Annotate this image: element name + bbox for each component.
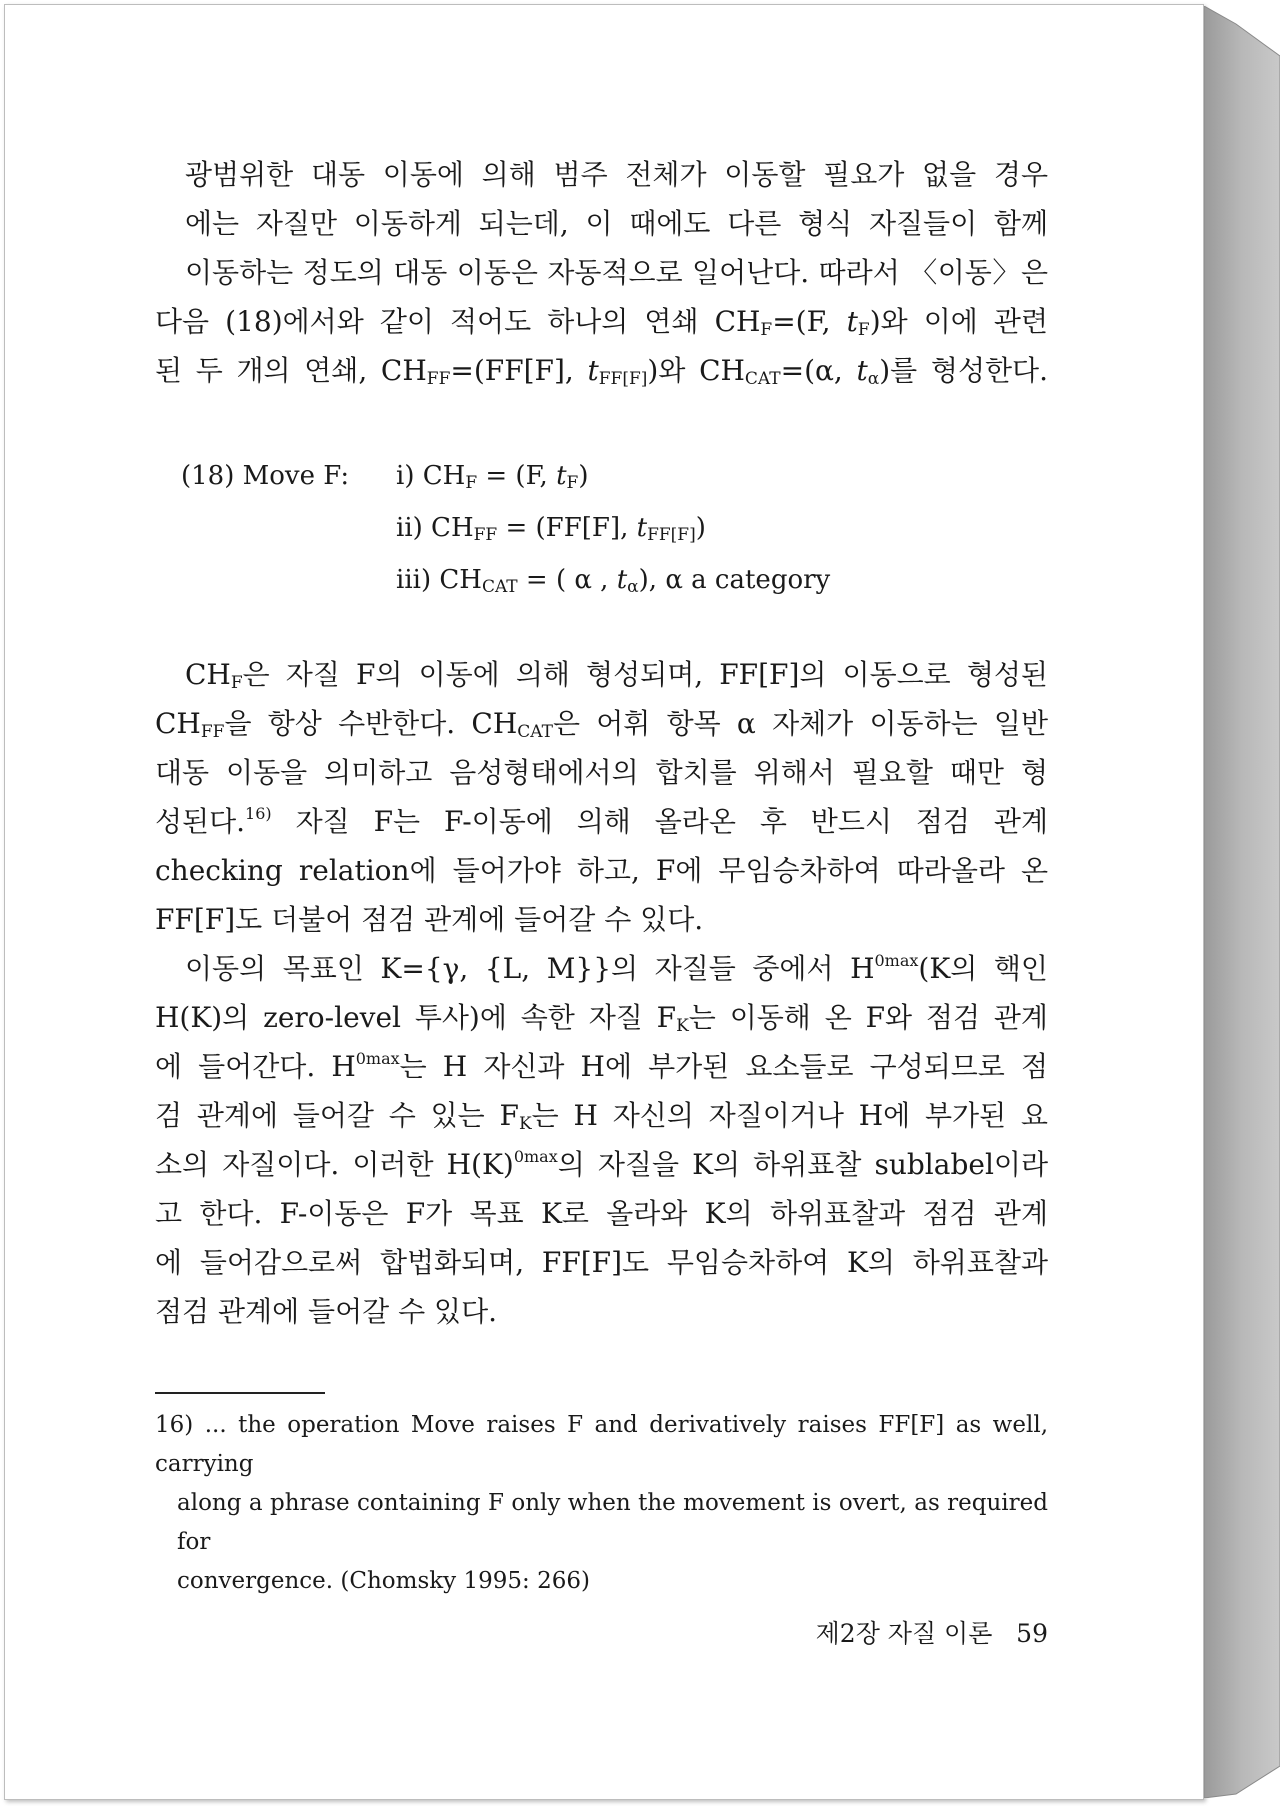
text-line: 광범위한 대동 이동에 의해 범주 전체가 이동할 필요가 없을 경우 xyxy=(185,158,1048,191)
text-line: 에는 자질만 이동하게 되는데, 이 때에도 다른 형식 자질들이 함께 xyxy=(185,207,1048,240)
footnote-line: along a phrase containing F only when the movement is overt, as required for xyxy=(177,1490,1048,1555)
running-footer: 제2장 자질 이론 59 xyxy=(815,1619,1048,1648)
text-line: checking relation에 들어가야 하고, F에 무임승차하여 따라올라 온 xyxy=(155,854,1048,887)
text-line: 대동 이동을 의미하고 음성형태에서의 합치를 위해서 필요할 때만 형 xyxy=(155,756,1048,789)
paragraph-1 xyxy=(155,150,1048,297)
text-line: 된 두 개의 연쇄, $CH_{FF}=(FF[F]$, $t_{FF[F]}$)와 $CH_{CAT}=(\alpha$, $t_\alpha$)를 형성한다. xyxy=(155,354,1049,389)
main-text xyxy=(155,150,1048,395)
example-label: (18) Move F: xyxy=(181,461,350,491)
example-item-iii: iii) $CH_{CAT}$ = ( α , $t_\alpha$), α a category xyxy=(396,565,831,597)
text-line: H(K)의 zero-level 투사)에 속한 자질 $F_K$는 이동해 온 F와 점검 관계 xyxy=(155,1001,1048,1036)
text-line: FF[F]도 더불어 점검 관계에 들어갈 수 있다. xyxy=(155,903,704,936)
example-item-i: i) $CH_F = (F$, $t_F$) xyxy=(396,461,589,493)
text-line: 에 들어간다. $H^{0max}$는 H 자신과 H에 부가된 요소들로 구성되므로 점 xyxy=(155,1049,1048,1083)
footnote-16 xyxy=(155,1406,1048,1601)
text-line: 성된다.$^{16)}$ 자질 F는 F-이동에 의해 올라온 후 반드시 점검 관계 xyxy=(155,804,1048,838)
text-line: 소의 자질이다. 이러한 $H(K)^{0max}$의 자질을 K의 하위표찰 sublabel이라 xyxy=(155,1147,1048,1181)
text-line: 에 들어감으로써 합법화되며, FF[F]도 무임승차하여 K의 하위표찰과 xyxy=(155,1246,1048,1279)
main-text-2 xyxy=(155,650,1048,1336)
footnote-divider xyxy=(155,1392,325,1394)
paragraph-2 xyxy=(155,650,1048,944)
text-line: 이동의 목표인 K={γ, {L, M}}의 자질들 중에서 $H^{0max}(K$의 핵인 xyxy=(185,951,1048,985)
footnote-line: 16) ... the operation Move raises F and derivatively raises FF[F] as well, carrying xyxy=(155,1412,1048,1477)
footnote-ref[interactable]: 16) xyxy=(245,804,272,823)
paragraph-3 xyxy=(155,944,1048,1336)
text-line: $CH_{FF}$을 항상 수반한다. $CH_{CAT}$은 어휘 항목 α 자체가 이동하는 일반 xyxy=(155,707,1048,742)
example-18 xyxy=(181,450,830,606)
text-line: 점검 관계에 들어갈 수 있다. xyxy=(155,1295,498,1328)
example-item-ii: ii) $CH_{FF} = (FF[F]$, $t_{FF[F]}$) xyxy=(396,513,706,545)
page-edge-stack xyxy=(1204,6,1280,1798)
text-line: $CH_F$은 자질 F의 이동에 의해 형성되며, FF[F]의 이동으로 형성된 xyxy=(185,658,1048,693)
text-line: 고 한다. F-이동은 F가 목표 K로 올라와 K의 하위표찰과 점검 관계 xyxy=(155,1197,1048,1230)
footnote-line: convergence. (Chomsky 1995: 266) xyxy=(177,1568,590,1594)
text-line: 이동하는 정도의 대동 이동은 자동적으로 일어난다. 따라서 〈이동〉은 xyxy=(185,256,1048,289)
text-line: 검 관계에 들어갈 수 있는 $F_K$는 H 자신의 자질이거나 H에 부가된 요 xyxy=(155,1099,1048,1134)
text-line: 다음 (18)에서와 같이 적어도 하나의 연쇄 $CH_F=(F$, $t_F$)와 이에 관련 xyxy=(155,305,1048,340)
paragraph-1-cont xyxy=(155,297,1048,395)
